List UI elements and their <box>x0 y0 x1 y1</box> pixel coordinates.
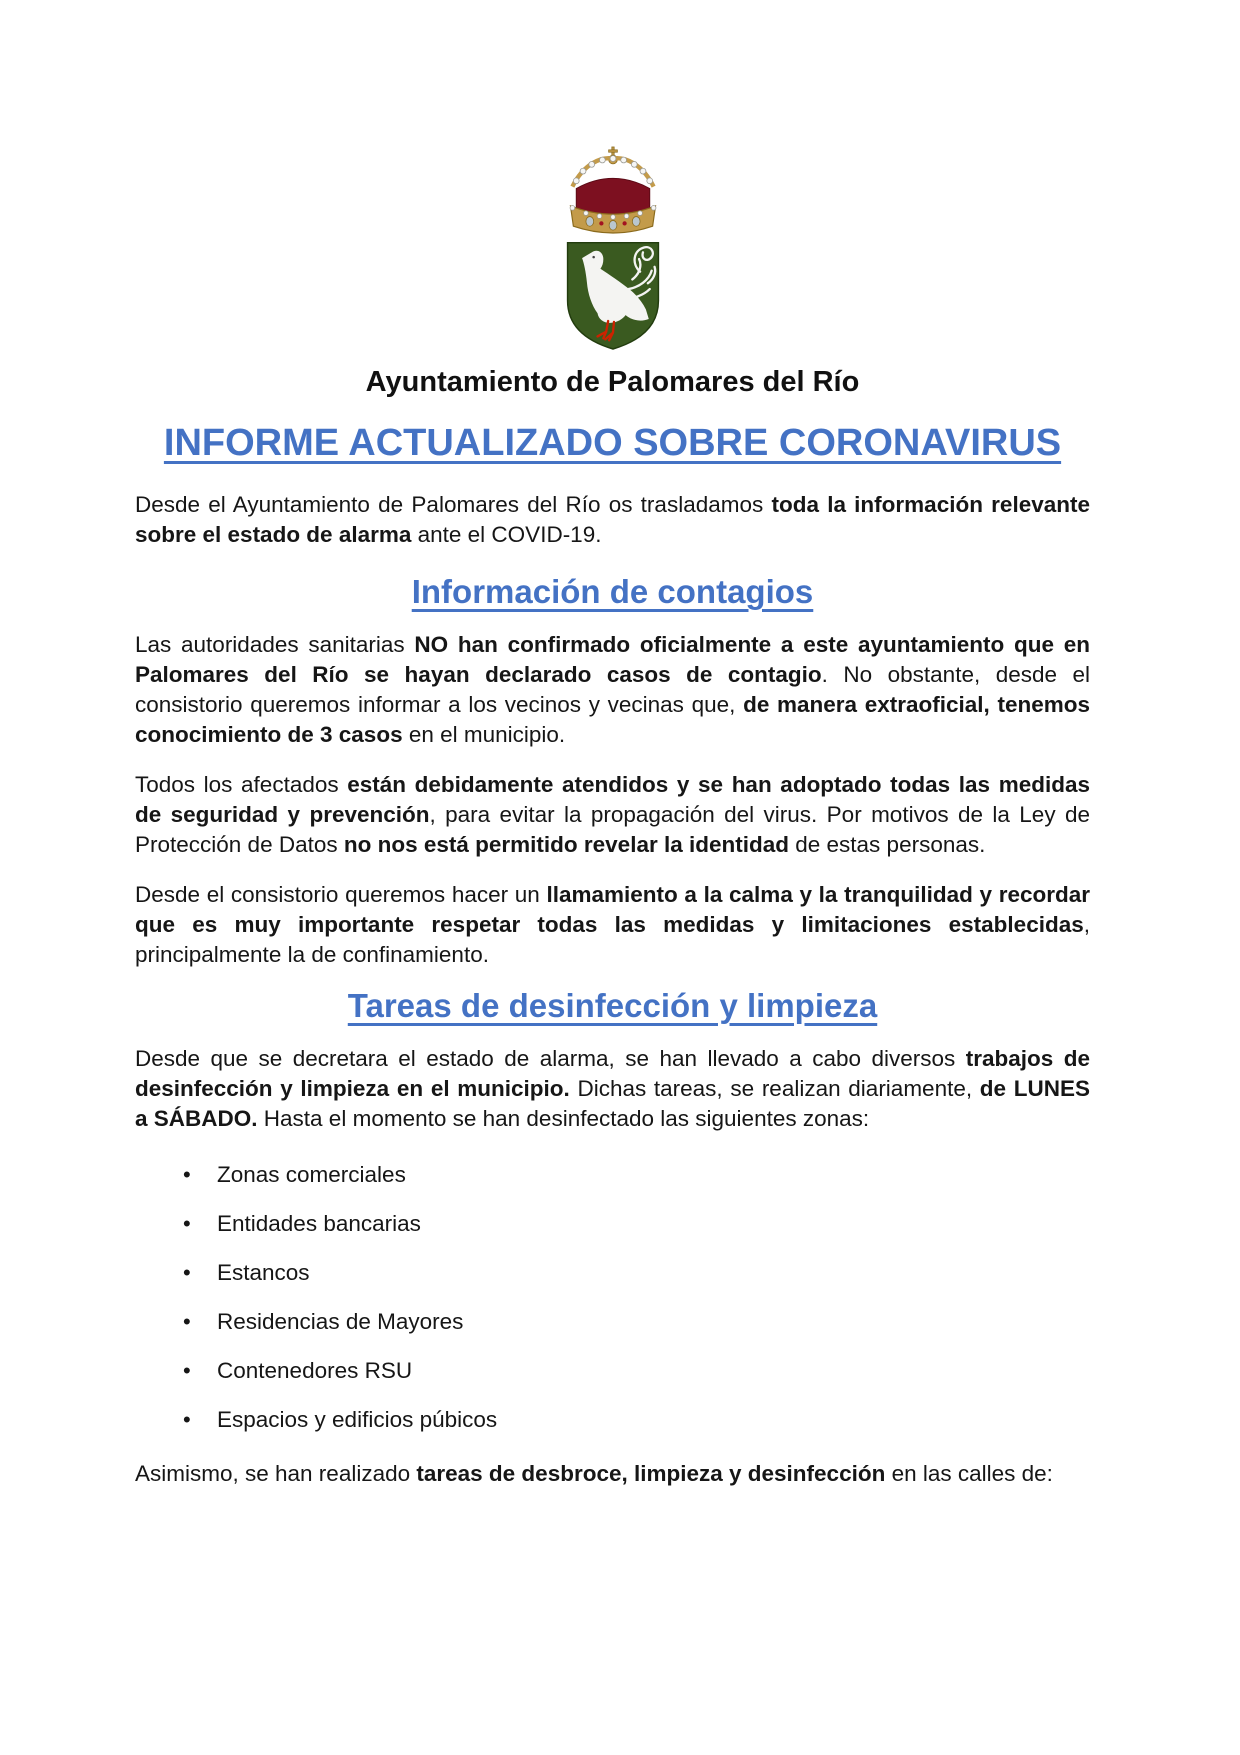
list-item-label: Estancos <box>217 1260 310 1285</box>
bullet-icon: • <box>183 1211 191 1236</box>
list-item-label: Espacios y edificios púbicos <box>217 1407 498 1432</box>
paragraph-contagios-1 <box>135 630 1090 750</box>
text: Desde el Ayuntamiento de Palomares del Río os trasladamos <box>135 492 772 517</box>
list-item-label: Residencias de Mayores <box>217 1309 464 1334</box>
text: . No obstante, desde el consistorio queremos informar a los vecinos y vecinas que, <box>135 662 1090 717</box>
bold-text: de manera extraoficial, tenemos conocimiento de 3 casos <box>135 692 1090 747</box>
text: en las calles de: <box>885 1461 1053 1486</box>
list-item <box>183 1407 1090 1433</box>
text: Desde que se decretara el estado de alarma, se han llevado a cabo diversos <box>135 1046 966 1071</box>
text: Las autoridades sanitarias <box>135 632 415 657</box>
list-item <box>183 1358 1090 1384</box>
list-item <box>183 1309 1090 1335</box>
document-title: INFORME ACTUALIZADO SOBRE CORONAVIRUS <box>163 422 1062 464</box>
paragraph-contagios-3 <box>135 880 1090 970</box>
list-item <box>183 1211 1090 1237</box>
list-item <box>183 1260 1090 1286</box>
bullet-icon: • <box>183 1162 191 1187</box>
crown-icon <box>570 147 656 233</box>
section-heading-contagios: Información de contagios <box>411 573 814 610</box>
disinfected-zones-list <box>135 1162 1090 1433</box>
list-item-label: Zonas comerciales <box>217 1162 406 1187</box>
bullet-icon: • <box>183 1407 191 1432</box>
bold-text: tareas de desbroce, limpieza y desinfección <box>416 1461 886 1486</box>
bold-text: NO han confirmado oficialmente a este ayuntamiento que en Palomares del Río se hayan declarado casos de contagio <box>135 632 1090 687</box>
text: Todos los afectados <box>135 772 348 797</box>
text: Desde el consistorio queremos hacer un <box>135 882 547 907</box>
paragraph-desinfeccion-1 <box>135 1044 1090 1134</box>
bold-text: toda la información relevante sobre el estado de alarma <box>135 492 1090 547</box>
bold-text: trabajos de desinfección y limpieza en el municipio. <box>135 1046 1090 1101</box>
bullet-icon: • <box>183 1358 191 1383</box>
coat-of-arms-graphic <box>555 146 671 354</box>
organization-title: Ayuntamiento de Palomares del Río <box>365 366 860 398</box>
text: Asimismo, se han realizado <box>135 1461 417 1486</box>
bold-text: están debidamente atendidos y se han adoptado todas las medidas de seguridad y prevención <box>135 772 1090 827</box>
shield-icon <box>567 243 658 349</box>
bold-text: no nos está permitido revelar la identidad <box>343 832 789 857</box>
list-item <box>183 1162 1090 1188</box>
text: Hasta el momento se han desinfectado las siguientes zonas: <box>257 1106 870 1131</box>
section-heading-desinfeccion: Tareas de desinfección y limpieza <box>347 987 878 1024</box>
list-item-label: Entidades bancarias <box>217 1211 421 1236</box>
coat-of-arms <box>135 146 1090 342</box>
paragraph-contagios-2 <box>135 770 1090 860</box>
text: en el municipio. <box>402 722 566 747</box>
list-item-label: Contenedores RSU <box>217 1358 413 1383</box>
text: Dichas tareas, se realizan diariamente, <box>569 1076 980 1101</box>
bullet-icon: • <box>183 1260 191 1285</box>
text: , principalmente la de confinamiento. <box>135 912 1090 967</box>
intro-paragraph <box>135 490 1090 550</box>
text: ante el COVID-19. <box>411 522 602 547</box>
bold-text: llamamiento a la calma y la tranquilidad y recordar que es muy importante respetar todas las medidas y limitaciones establecidas <box>135 882 1090 937</box>
closing-paragraph <box>135 1459 1090 1489</box>
bullet-icon: • <box>183 1309 191 1334</box>
bold-text: de LUNES a SÁBADO. <box>135 1076 1090 1131</box>
text: de estas personas. <box>789 832 986 857</box>
text: , para evitar la propagación del virus. Por motivos de la Ley de Protección de Datos <box>135 802 1090 857</box>
